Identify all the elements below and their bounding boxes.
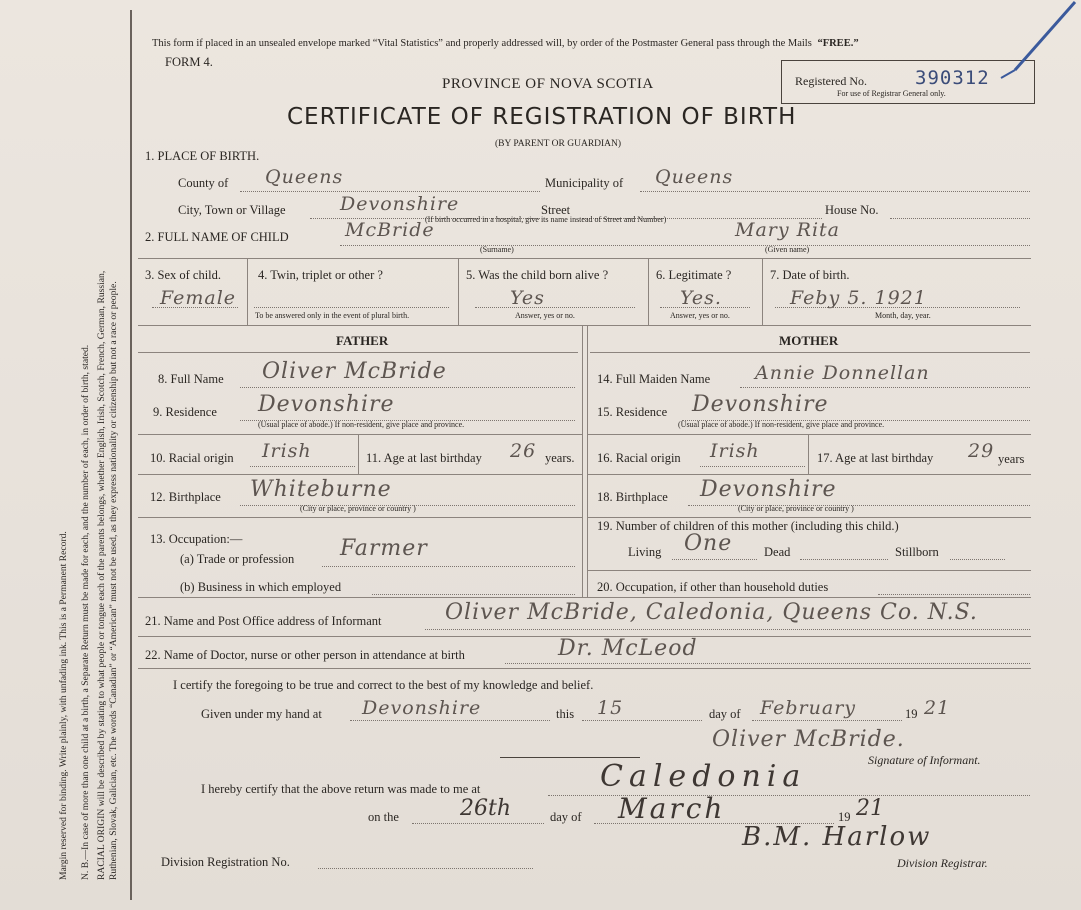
- margin-note-2: N. B.—In case of more than one child at a birth, a Separate Return must be made for each, and the number of each, in order of birth, stated.: [80, 344, 91, 880]
- informant-signature-label: Signature of Informant.: [868, 753, 981, 767]
- mother-residence-label: 15. Residence: [597, 405, 668, 419]
- legitimate-note: Answer, yes or no.: [670, 311, 730, 320]
- certify-day-value: 15: [597, 697, 624, 719]
- registrar-day-value: 26th: [460, 796, 512, 821]
- father-residence-value: Devonshire: [258, 392, 395, 417]
- father-name-label: 8. Full Name: [158, 372, 224, 386]
- father-residence-label: 9. Residence: [153, 405, 217, 419]
- alive-note: Answer, yes or no.: [515, 311, 575, 320]
- house-label: House No.: [825, 203, 879, 217]
- street-label: Street: [541, 203, 571, 217]
- pen-mark-icon: [995, 0, 1081, 90]
- registrar-year-value: 21: [856, 796, 884, 821]
- father-age-value: 26: [510, 440, 537, 462]
- birthdate-value: Feby 5. 1921: [790, 287, 927, 309]
- given-note: (Given name): [765, 245, 810, 254]
- father-name-value: Oliver McBride: [262, 359, 447, 384]
- father-birthplace-note: (City or place, province or country ): [300, 504, 416, 513]
- given-place-value: Devonshire: [362, 697, 482, 719]
- living-label: Living: [628, 545, 662, 559]
- registrar-signature-label: Division Registrar.: [897, 856, 988, 870]
- doctor-label: 22. Name of Doctor, nurse or other person in attendance at birth: [145, 648, 465, 662]
- hospital-note: (If birth occurred in a hospital, give its name instead of Street and Number): [425, 215, 667, 224]
- mother-age-value: 29: [968, 440, 995, 462]
- father-race-label: 10. Racial origin: [150, 451, 234, 465]
- mother-residence-value: Devonshire: [692, 392, 829, 417]
- legitimate-label: 6. Legitimate ?: [656, 268, 732, 282]
- legitimate-value: Yes.: [680, 287, 722, 309]
- twin-label: 4. Twin, triplet or other ?: [258, 268, 383, 282]
- mother-name-value: Annie Donnellan: [755, 362, 930, 384]
- birthdate-note: Month, day, year.: [875, 311, 931, 320]
- city-label: City, Town or Village: [178, 203, 286, 217]
- page-title: CERTIFICATE OF REGISTRATION OF BIRTH: [287, 104, 797, 130]
- sex-value: Female: [160, 287, 237, 309]
- page-subtitle: (BY PARENT OR GUARDIAN): [495, 139, 622, 149]
- registrar-year-prefix: 19: [838, 810, 851, 824]
- margin-rule: [130, 10, 132, 900]
- on-the-label: on the: [368, 810, 399, 824]
- county-value: Queens: [265, 166, 344, 188]
- municipality-label: Municipality of: [545, 176, 624, 190]
- doctor-value: Dr. McLeod: [558, 636, 698, 661]
- father-birthplace-label: 12. Birthplace: [150, 490, 221, 504]
- mother-birthplace-label: 18. Birthplace: [597, 490, 668, 504]
- mother-birthplace-note: (City or place, province or country ): [738, 504, 854, 513]
- given-under-label: Given under my hand at: [201, 707, 322, 721]
- mother-occupation-label: 20. Occupation, if other than household duties: [597, 580, 829, 594]
- mother-race-label: 16. Racial origin: [597, 451, 681, 465]
- form-number: FORM 4.: [165, 55, 213, 69]
- informant-label: 21. Name and Post Office address of Informant: [145, 614, 382, 628]
- business-label: (b) Business in which employed: [180, 580, 342, 594]
- informant-value: Oliver McBride, Caledonia, Queens Co. N.S.: [445, 600, 978, 625]
- margin-note-3: RACIAL ORIGIN will be described by stating to what people or tongue each of the parents belongs, whether English, Irish, Scotch, French, German, Russian,: [96, 270, 107, 880]
- registrar-signature: B.M. Harlow: [742, 822, 932, 852]
- certify-text: I certify the foregoing to be true and correct to the best of my knowledge and belief.: [173, 678, 594, 692]
- mother-race-value: Irish: [710, 440, 760, 462]
- margin-note-1: Margin reserved for binding. Write plainly, with unfading ink. This is a Permanent Record.: [58, 531, 69, 880]
- trade-value: Farmer: [340, 536, 428, 561]
- living-value: One: [684, 531, 733, 556]
- mother-heading: MOTHER: [779, 333, 839, 348]
- division-registration-label: Division Registration No.: [161, 855, 290, 869]
- twin-note: To be answered only in the event of plural birth.: [255, 311, 410, 320]
- certify-month-value: February: [760, 697, 857, 719]
- mail-notice: [152, 38, 859, 49]
- mother-age-label: 17. Age at last birthday: [817, 451, 934, 465]
- registrar-note: For use of Registrar General only.: [837, 89, 946, 98]
- county-label: County of: [178, 176, 229, 190]
- father-birthplace-value: Whiteburne: [250, 477, 392, 502]
- mother-residence-note: (Usual place of abode.) If non-resident, give place and province.: [678, 420, 885, 429]
- certify-year-value: 21: [924, 697, 951, 719]
- free-text: “FREE.”: [817, 38, 859, 49]
- father-age-label: 11. Age at last birthday: [366, 451, 482, 465]
- children-count-label: 19. Number of children of this mother (including this child.): [597, 519, 899, 533]
- margin-note-4: Ruthenian, Slovak, Galician, etc. The words “Canadian” or “American” must not be used, as they express nationality or citizenship but not a race or people.: [108, 281, 119, 880]
- birthdate-label: 7. Date of birth.: [770, 268, 850, 282]
- dead-label: Dead: [764, 545, 791, 559]
- registered-number: 390312: [915, 67, 990, 89]
- informant-signature: Oliver McBride.: [712, 727, 905, 752]
- mother-name-label: 14. Full Maiden Name: [597, 372, 711, 386]
- trade-label: (a) Trade or profession: [180, 552, 295, 566]
- municipality-value: Queens: [655, 166, 734, 188]
- child-surname: McBride: [345, 219, 435, 241]
- city-value: Devonshire: [340, 193, 460, 215]
- sex-label: 3. Sex of child.: [145, 268, 222, 282]
- certify-dayof-label: day of: [709, 707, 741, 721]
- province-heading: PROVINCE OF NOVA SCOTIA: [442, 76, 654, 92]
- father-residence-note: (Usual place of abode.) If non-resident, give place and province.: [258, 420, 465, 429]
- registrar-place-value: Caledonia: [600, 759, 807, 794]
- mother-birthplace-value: Devonshire: [700, 477, 837, 502]
- registrar-dayof-label: day of: [550, 810, 582, 824]
- alive-value: Yes: [510, 287, 545, 309]
- mail-notice-text: This form if placed in an unsealed envelope marked “Vital Statistics” and properly addressed will, by order of the Postmaster General pass through the Mails: [152, 38, 812, 49]
- mother-years-label: years: [998, 452, 1025, 466]
- father-race-value: Irish: [262, 440, 312, 462]
- this-label: this: [556, 707, 575, 721]
- father-years-label: years.: [545, 451, 575, 465]
- registrar-text: I hereby certify that the above return was made to me at: [201, 782, 481, 796]
- father-occupation-label: 13. Occupation:—: [150, 532, 243, 546]
- alive-label: 5. Was the child born alive ?: [466, 268, 609, 282]
- certify-year-prefix: 19: [905, 707, 918, 721]
- registered-label: Registered No.: [795, 74, 867, 88]
- child-given-name: Mary Rita: [735, 219, 840, 241]
- stillborn-label: Stillborn: [895, 545, 939, 559]
- surname-note: (Surname): [480, 245, 514, 254]
- registrar-month-value: March: [618, 792, 726, 825]
- father-heading: FATHER: [336, 333, 389, 348]
- child-name-label: 2. FULL NAME OF CHILD: [145, 230, 289, 244]
- place-section-label: 1. PLACE OF BIRTH.: [145, 149, 260, 163]
